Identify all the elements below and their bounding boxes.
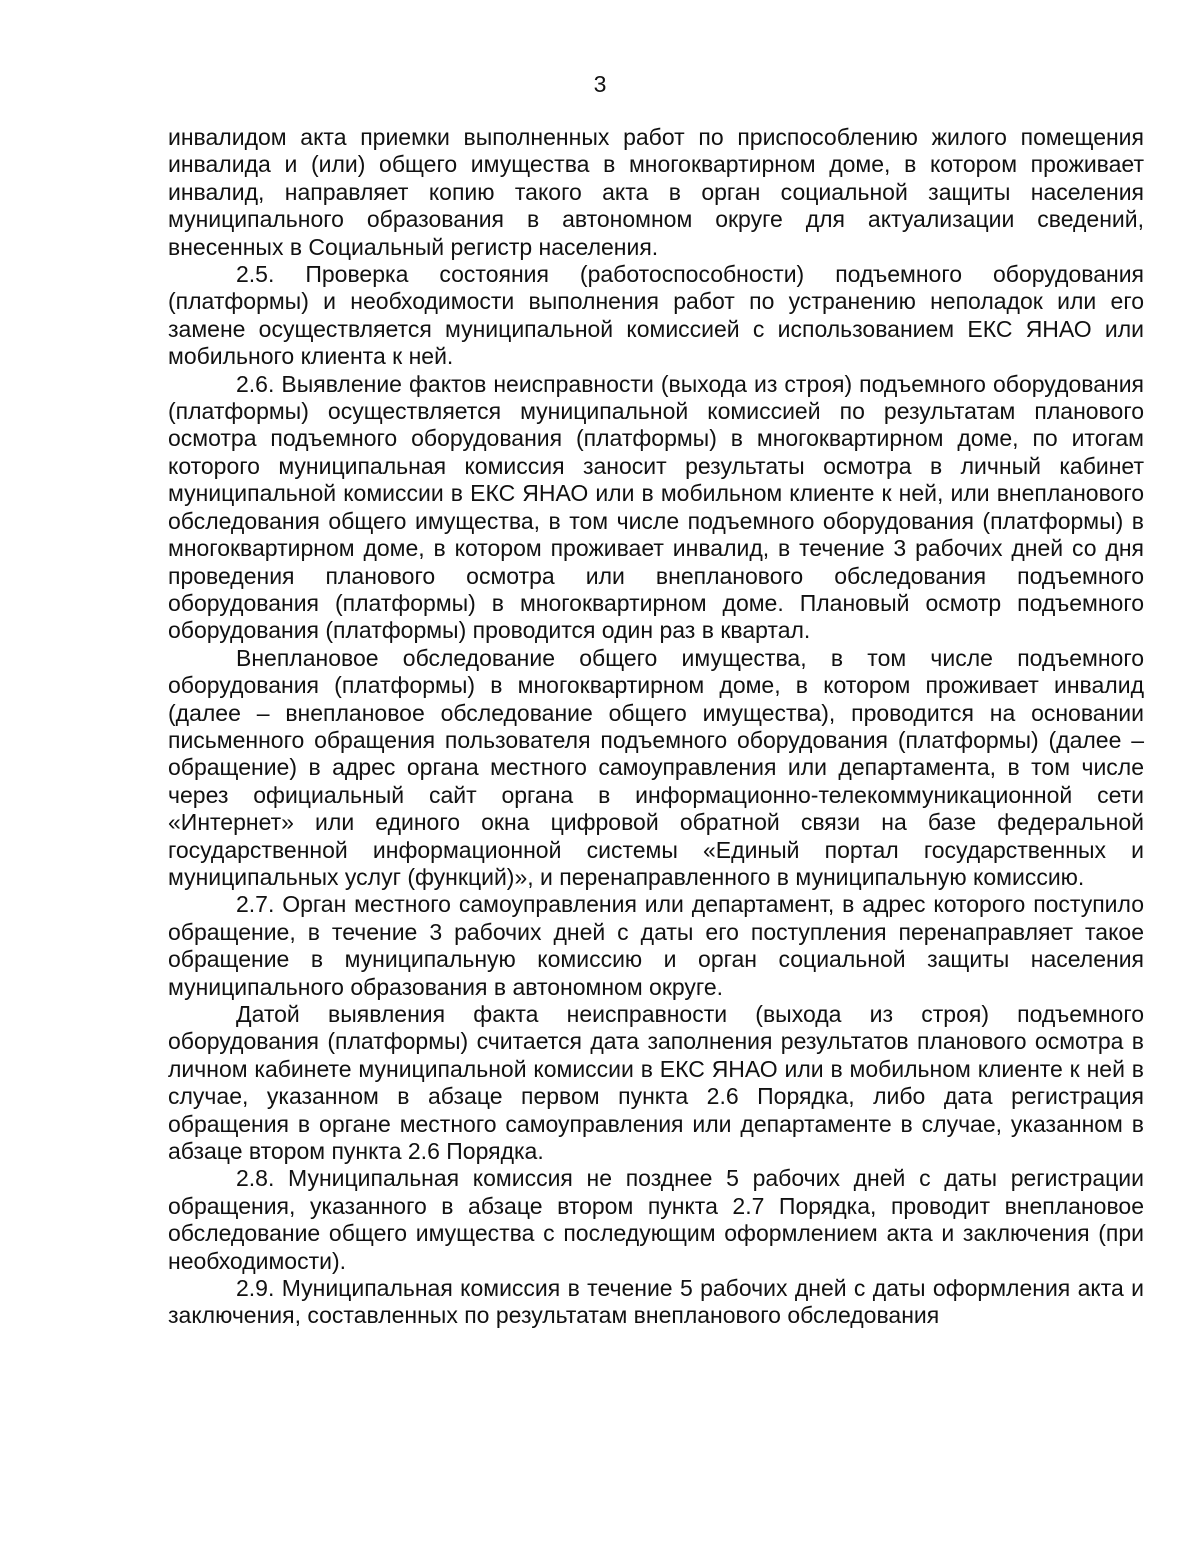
paragraph-2-6: 2.6. Выявление фактов неисправности (выхода из строя) подъемного оборудования (платформы) осуществляется муниципальной комиссией по результатам планового осмотра подъемного оборудования (платформы) в многоквартирном доме, по итогам которого муниципальная комиссия заносит результаты осмотра в личный кабинет муниципальной комиссии в ЕКС ЯНАО или в мобильном клиенте к ней, или внепланового обследования общего имущества, в том числе подъемного оборудования (платформы) в многоквартирном доме, в котором проживает инвалид, в течение 3 рабочих дней со дня проведения планового осмотра или внепланового обследования подъемного оборудования (платформы) в многоквартирном доме. Плановый осмотр подъемного оборудования (платформы) проводится один раз в квартал. [168,370,1144,644]
paragraph-2-8: 2.8. Муниципальная комиссия не позднее 5 рабочих дней с даты регистрации обращения, указанного в абзаце втором пункта 2.7 Порядка, проводит внеплановое обследование общего имущества с последующим оформлением акта и заключения (при необходимости). [168,1165,1144,1274]
paragraph-fault-date: Датой выявления факта неисправности (выхода из строя) подъемного оборудования (платформы) считается дата заполнения результатов планового осмотра в личном кабинете муниципальной комиссии в ЕКС ЯНАО или в мобильном клиенте к ней в случае, указанном в абзаце первом пункта 2.6 Порядка, либо дата регистрация обращения в органе местного самоуправления или департаменте в случае, указанном в абзаце втором пункта 2.6 Порядка. [168,1001,1144,1165]
paragraph-2-9: 2.9. Муниципальная комиссия в течение 5 рабочих дней с даты оформления акта и заключения, составленных по результатам внепланового обследования [168,1275,1144,1329]
page-number: 3 [593,71,607,97]
paragraph-2-7: 2.7. Орган местного самоуправления или департамент, в адрес которого поступило обращение, в течение 3 рабочих дней с даты его поступления перенаправляет такое обращение в муниципальную комиссию и орган социальной защиты населения муниципального образования в автономном округе. [168,891,1144,1000]
paragraph-2-5: 2.5. Проверка состояния (работоспособности) подъемного оборудования (платформы) и необходимости выполнения работ по устранению неполадок или его замене осуществляется муниципальной комиссией с использованием ЕКС ЯНАО или мобильного клиента к ней. [168,261,1144,370]
document-body [168,124,1144,1330]
paragraph-unscheduled-inspection: Внеплановое обследование общего имущества, в том числе подъемного оборудования (платформы) в многоквартирном доме, в котором проживает инвалид (далее – внеплановое обследование общего имущества), проводится на основании письменного обращения пользователя подъемного оборудования (платформы) (далее – обращение) в адрес органа местного самоуправления или департамента, в том числе через официальный сайт органа в информационно-телекоммуникационной сети «Интернет» или единого окна цифровой обратной связи на базе федеральной государственной информационной системы «Единый портал государственных и муниципальных услуг (функций)», и перенаправленного в муниципальную комиссию. [168,644,1144,890]
paragraph-continuation: инвалидом акта приемки выполненных работ по приспособлению жилого помещения инвалида и (или) общего имущества в многоквартирном доме, в котором проживает инвалид, направляет копию такого акта в орган социальной защиты населения муниципального образования в автономном округе для актуализации сведений, внесенных в Социальный регистр населения. [168,124,1144,260]
